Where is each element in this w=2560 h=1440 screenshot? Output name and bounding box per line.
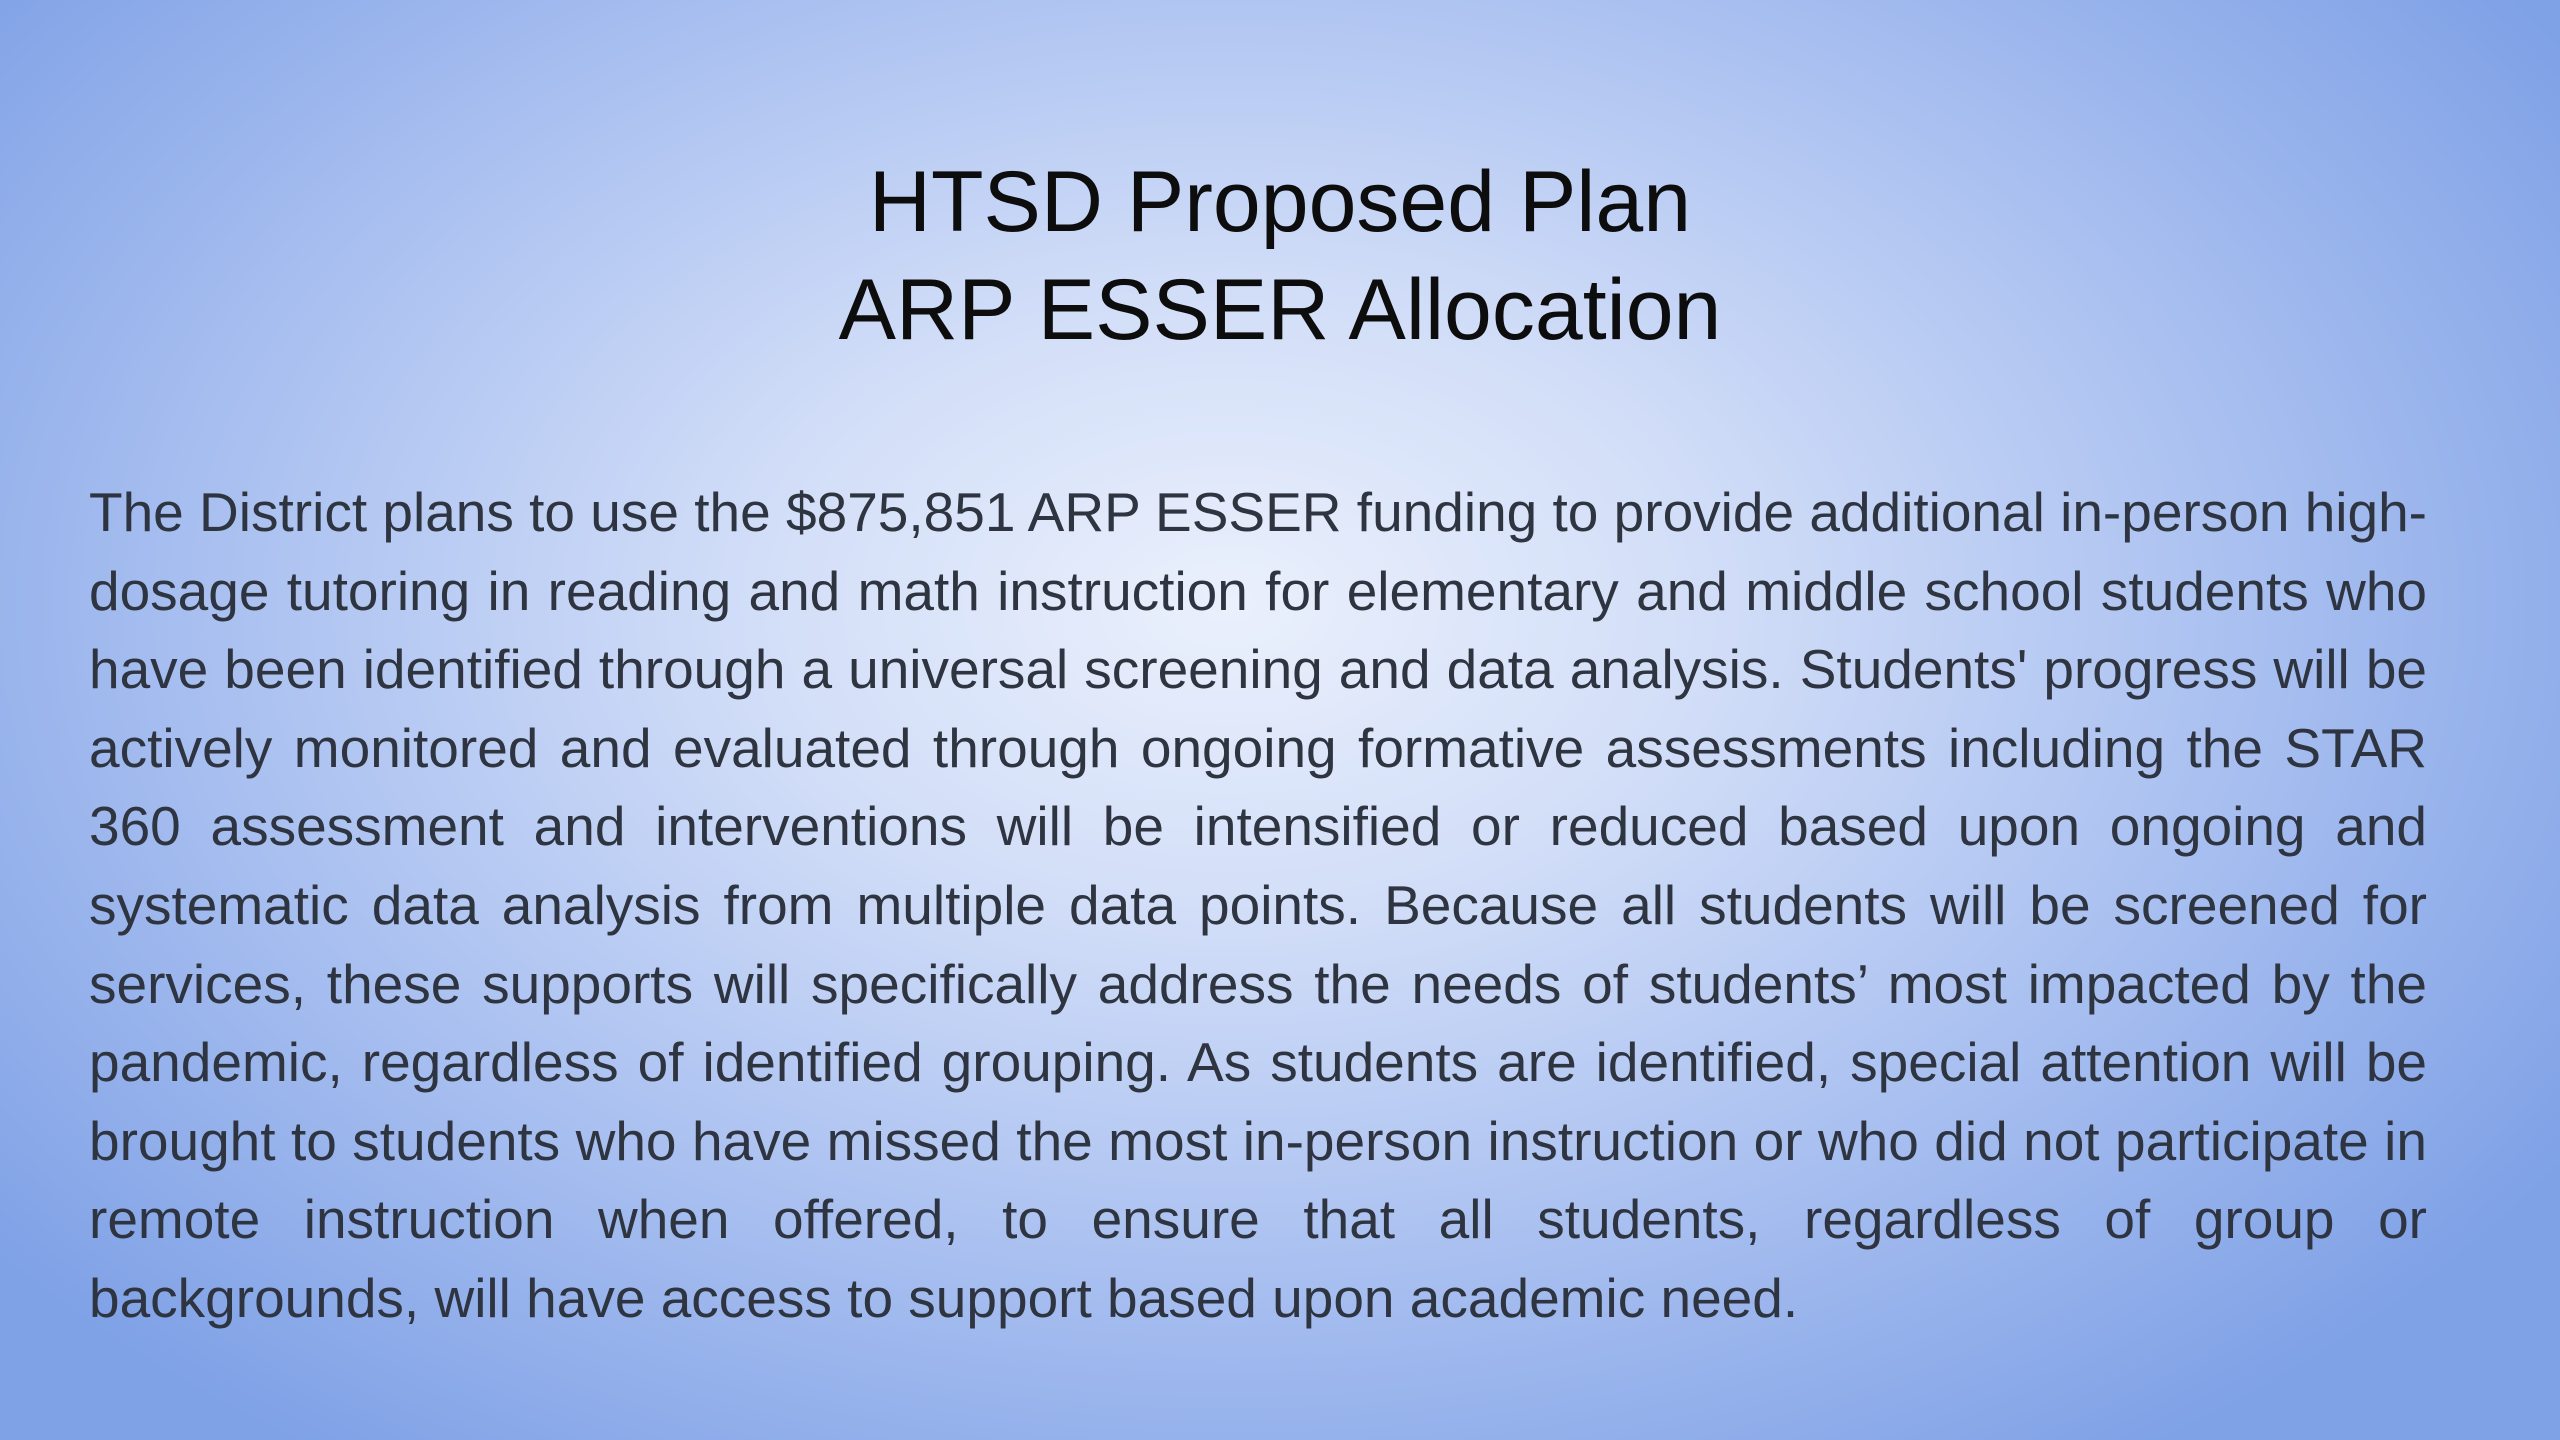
slide-title [0,148,2560,364]
slide-title-line-2: ARP ESSER Allocation [838,262,1722,358]
slide-body-text: The District plans to use the $875,851 ARP ESSER funding to provide additional in-person high-dosage tutoring in reading and math instruction for elementary and middle school students who have been identified through a universal screening and data analysis. Students' progress will be actively monitored and evaluated through ongoing formative assessments including the STAR 360 assessment and interventions will be intensified or reduced based upon ongoing and systematic data analysis from multiple data points. Because all students will be screened for services, these supports will specifically address the needs of students’ most impacted by the pandemic, regardless of identified grouping. As students are identified, special attention will be brought to students who have missed the most in-person instruction or who did not participate in remote instruction when offered, to ensure that all students, regardless of group or backgrounds, will have access to support based upon academic need. [89,481,2427,1329]
slide-title-line-1: HTSD Proposed Plan [868,154,1692,250]
